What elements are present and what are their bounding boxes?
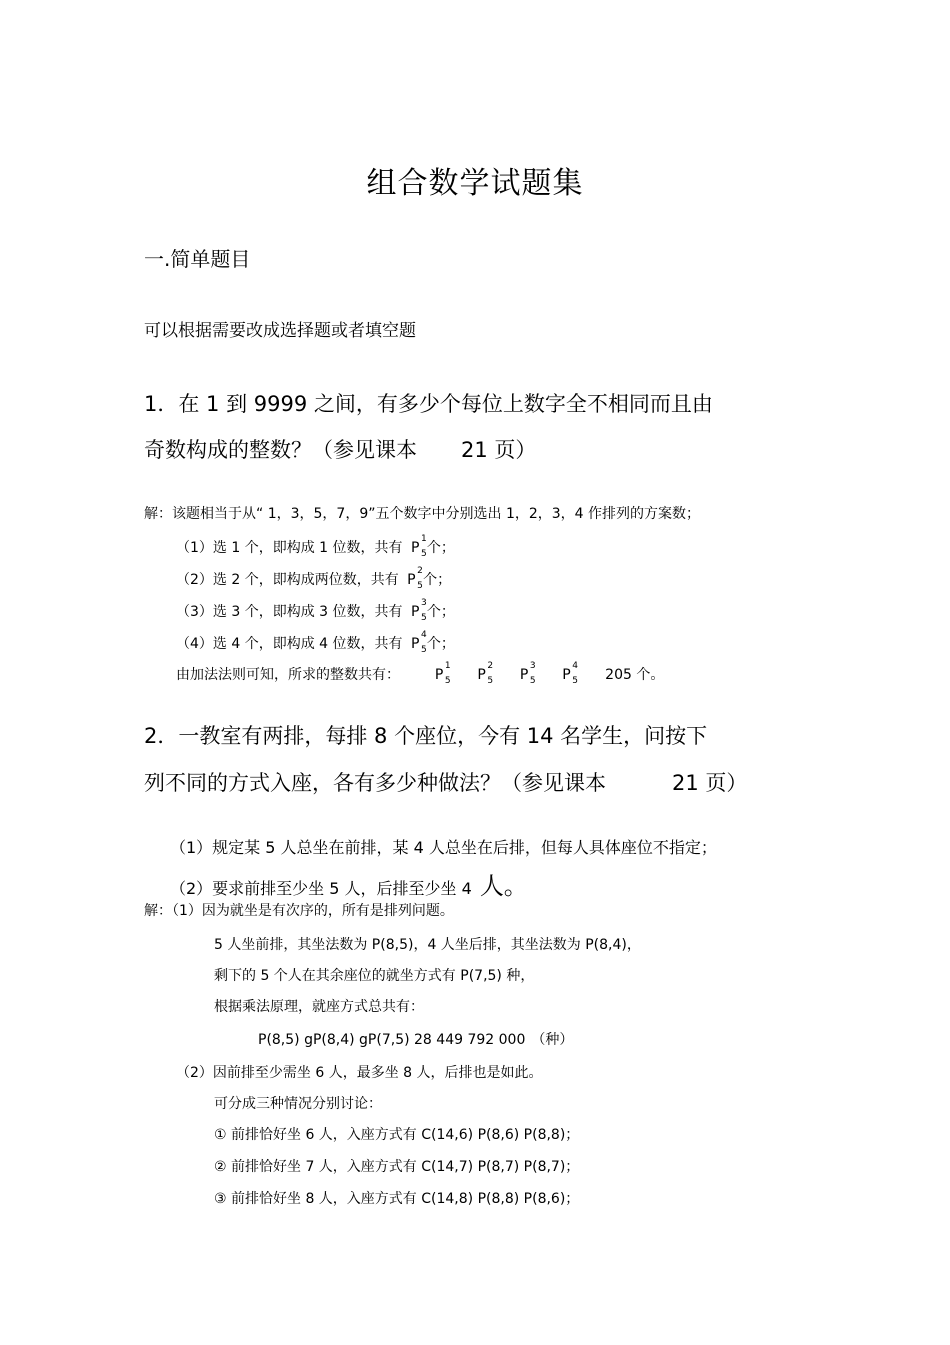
p-letter: P [519, 667, 529, 683]
p-sub: 5 [417, 581, 423, 591]
p-letter: P [477, 667, 486, 683]
q2-condition-1: （1）规定某 5 人总坐在前排，某 4 人总坐在后排，但每人具体座位不指定； [170, 838, 717, 857]
q1-case-2-end: 个； [423, 572, 452, 588]
q2-condition-2 [170, 866, 528, 901]
q1-case-3 [176, 598, 455, 623]
q1-case-1-formula [410, 534, 427, 559]
q2-line2-page: 21 页） [672, 771, 748, 795]
p-sub: 5 [420, 613, 427, 623]
q1-sum [176, 661, 665, 686]
sum-term-3 [519, 661, 536, 686]
p-sup: 3 [529, 661, 536, 671]
p-sup: 2 [417, 566, 423, 576]
q1-case-4-text: （4）选 4 个，即构成 4 位数，共有 [176, 636, 403, 652]
q2-formula-text: P(8,5) gP(8,4) gP(7,5) 28 449 792 000 [258, 1032, 526, 1048]
q1-case-4 [176, 630, 455, 655]
q2-case-2: ② 前排恰好坐 7 人，入座方式有 C(14,7) P(8,7) P(8,7)； [214, 1159, 580, 1175]
q2-case-3: ③ 前排恰好坐 8 人，入座方式有 C(14,8) P(8,8) P(8,6)； [214, 1191, 580, 1207]
p-sup: 4 [572, 661, 578, 671]
q1-case-2 [176, 566, 452, 591]
p-sup: 1 [444, 661, 451, 671]
q1-sum-text: 由加法法则可知，所求的整数共有： [176, 667, 400, 683]
page-title: 组合数学试题集 [366, 166, 584, 201]
p-sup: 3 [420, 598, 427, 608]
q2-line2-text: 列不同的方式入座，各有多少种做法？（参见课本 [144, 771, 606, 795]
sum-term-2 [477, 661, 494, 686]
section-note: 可以根据需要改成选择题或者填空题 [144, 321, 416, 341]
q1-line1: 1．在 1 到 9999 之间，有多少个每位上数字全不相同而且由 [144, 392, 713, 416]
q2-solution-1-line-3: 根据乘法原理，就座方式总共有： [214, 999, 424, 1015]
q2-case-1: ① 前排恰好坐 6 人，入座方式有 C(14,6) P(8,6) P(8,8)； [214, 1127, 580, 1143]
q2-line2 [144, 767, 747, 797]
q2-solution-1-line-2: 剩下的 5 个人在其余座位的就坐方式有 P(7,5) 种， [214, 968, 535, 984]
p-sub: 5 [487, 676, 494, 686]
q1-line2-text: 奇数构成的整数？（参见课本 [144, 438, 417, 462]
q2-line1: 2．一教室有两排，每排 8 个座位，今有 14 名学生，问按下 [144, 724, 708, 748]
q2-solution-2-heading: （2）因前排至少需坐 6 人，最多坐 8 人，后排也是如此。 [176, 1065, 543, 1081]
q1-case-1-text: （1）选 1 个，即构成 1 位数，共有 [176, 540, 403, 556]
q2-solution-1-formula [258, 1029, 573, 1049]
q1-line2 [144, 434, 536, 464]
p-letter: P [410, 540, 420, 556]
p-letter: P [410, 604, 420, 620]
q1-case-4-end: 个； [426, 636, 455, 652]
p-sub: 5 [529, 676, 536, 686]
q1-line2-page: 21 页） [461, 438, 537, 462]
q1-case-1-end: 个； [426, 540, 455, 556]
q2-solution-1-heading: 解：（1）因为就坐是有次序的，所有是排列问题。 [144, 903, 454, 919]
p-sub: 5 [420, 645, 427, 655]
q2-solution-2-intro: 可分成三种情况分别讨论： [214, 1096, 382, 1112]
q1-case-2-text: （2）选 2 个，即构成两位数，共有 [176, 572, 399, 588]
p-letter: P [562, 667, 571, 683]
q1-solution-intro: 解：该题相当于从“ 1，3，5，7，9”五个数字中分别选出 1，2，3，4 作排列的方案数； [144, 506, 701, 522]
p-letter: P [434, 667, 444, 683]
p-sub: 5 [444, 676, 451, 686]
q2-formula-unit: （种） [531, 1032, 574, 1048]
q2-condition-2-text: （2）要求前排至少坐 5 人，后排至少坐 4 [170, 879, 472, 898]
q1-sum-result: 205 个。 [605, 667, 665, 683]
p-sup: 4 [420, 630, 427, 640]
q1-case-3-formula [410, 598, 427, 623]
p-sub: 5 [572, 676, 578, 686]
p-letter: P [407, 572, 416, 588]
q1-case-3-end: 个； [426, 604, 455, 620]
q1-case-2-formula [407, 566, 423, 591]
p-sup: 2 [487, 661, 494, 671]
q1-case-4-formula [410, 630, 427, 655]
p-sup: 1 [420, 534, 427, 544]
sum-term-1 [434, 661, 451, 686]
sum-term-4 [562, 661, 578, 686]
q1-case-3-text: （3）选 3 个，即构成 3 位数，共有 [176, 604, 403, 620]
q2-condition-2-end: 人。 [479, 872, 528, 900]
q1-case-1 [176, 534, 455, 559]
p-sub: 5 [420, 549, 427, 559]
section-heading: 一.简单题目 [144, 247, 251, 271]
q2-solution-1-line-1: 5 人坐前排，其坐法数为 P(8,5)，4 人坐后排，其坐法数为 P(8,4)， [214, 937, 641, 953]
p-letter: P [410, 636, 420, 652]
